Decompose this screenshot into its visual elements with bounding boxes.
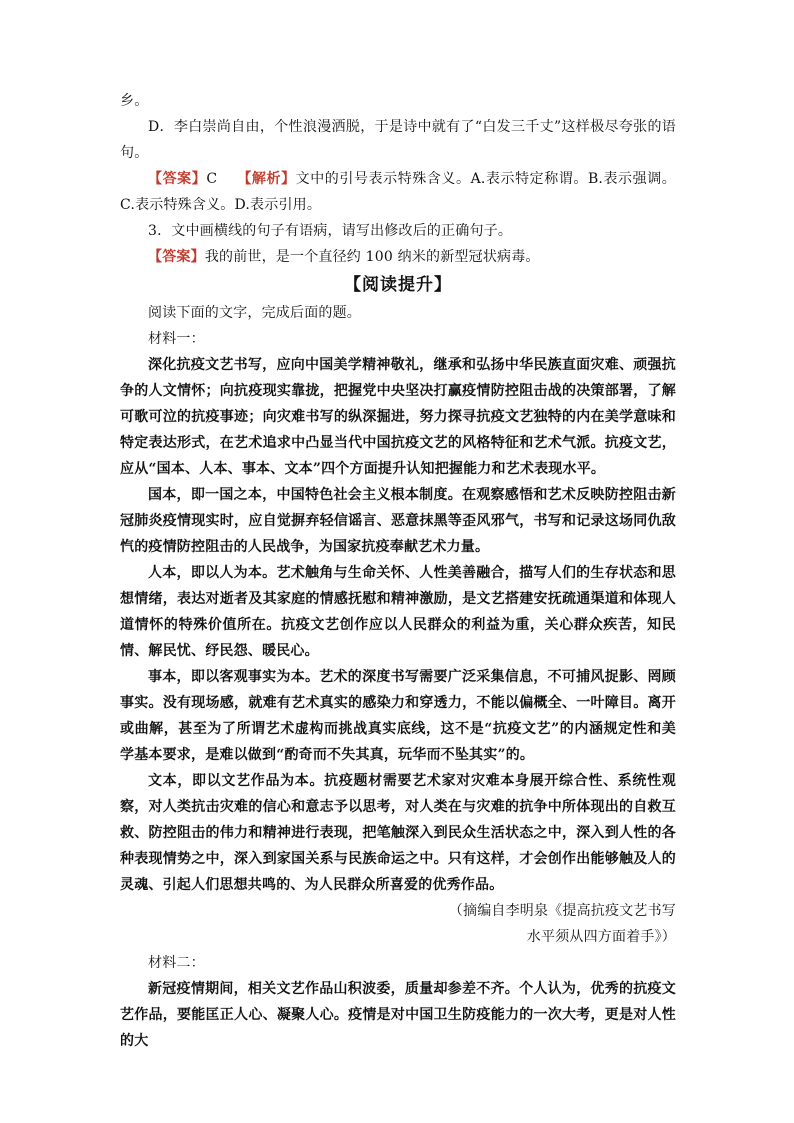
instruction: 阅读下面的文字，完成后面的题。 <box>148 305 361 321</box>
material-1-paragraph: 国本，即一国之本，中国特色社会主义根本制度。在观察感悟和艺术反映防控阻击新冠肺炎疫情现实时，应自觉摒弃轻信谣言、恶意抹黑等歪风邪气，书写和记录这场同仇敌忾的疫情防控阻击的人民战争，为国家抗疫奉献艺术力量。 <box>120 487 676 555</box>
material-1-label: 材料一： <box>148 331 205 347</box>
material-1-paragraph: 人本，即以人为本。艺术触角与生命关怀、人性美善融合，描写人们的生存状态和思想情绪，表达对逝者及其家庭的情感抚慰和精神激励，是文艺搭建安抚疏通渠道和体现人道情怀的特殊价值所在。抗疫文艺创作应以人民群众的利益为重，关心群众疾苦，知民情、解民忧、纾民怨、暖民心。 <box>120 565 676 659</box>
question-3: 3．文中画横线的句子有语病，请写出修改后的正确句子。 <box>148 223 513 239</box>
q3-answer <box>120 244 676 270</box>
answer-text: 我的前世，是一个直径约 100 纳米的新型冠状病毒。 <box>204 249 540 265</box>
source-citation-line2: 水平须从四方面着手》） <box>526 929 676 945</box>
q2-answer <box>120 166 676 218</box>
material-2-label: 材料二： <box>148 955 205 971</box>
answer-label: 【答案】 <box>148 249 205 265</box>
option-d: D．李白崇尚自由，个性浪漫洒脱，于是诗中就有了“白发三千丈”这样极尽夸张的语句。 <box>120 119 676 161</box>
source-citation-line1: （摘编自李明泉《提高抗疫文艺书写 <box>448 903 676 919</box>
analysis-label: 【解析】 <box>237 171 296 187</box>
document-page <box>120 88 676 1054</box>
material-1-paragraph: 深化抗疫文艺书写，应向中国美学精神敬礼，继承和弘扬中华民族直面灾难、顽强抗争的人文情怀；向抗疫现实靠拢，把握党中央坚决打赢疫情防控阻击战的决策部署，了解可歌可泣的抗疫事迹；向灾难书写的纵深掘进，努力探寻抗疫文艺独特的内在美学意味和特定表达形式，在艺术追求中凸显当代中国抗疫文艺的风格特征和艺术气派。抗疫文艺，应从“国本、人本、事本、文本”四个方面提升认知把握能力和艺术表现水平。 <box>120 357 676 477</box>
answer-value: C <box>206 171 218 187</box>
answer-label: 【答案】 <box>148 171 207 187</box>
material-1-paragraph: 文本，即以文艺作品为本。抗疫题材需要艺术家对灾难本身展开综合性、系统性观察，对人类抗击灾难的信心和意志予以思考，对人类在与灾难的抗争中所体现出的自救互救、防控阻击的伟力和精神进行表现，把笔触深入到民众生活状态之中，深入到人性的各种表现情势之中，深入到家国关系与民族命运之中。只有这样，才会创作出能够触及人的灵魂、引起人们思想共鸣的、为人民群众所喜爱的优秀作品。 <box>120 773 676 893</box>
analysis-text: 文中的引号表示特殊含义。A.表示特定称谓。B.表示强调。C.表示特殊含义。D.表示引用。 <box>120 171 676 213</box>
material-1-paragraph: 事本，即以客观事实为本。艺术的深度书写需要广泛采集信息，不可捕风捉影、罔顾事实。没有现场感，就难有艺术真实的感染力和穿透力，不能以偏概全、一叶障目。离开或曲解，甚至为了所谓艺术虚构而挑战真实底线，这不是“抗疫文艺”的内涵规定性和美学基本要求，是难以做到“酌奇而不失其真，玩华而不坠其实”的。 <box>120 669 676 763</box>
section-title: 【阅读提升】 <box>344 275 452 295</box>
text-line: 乡。 <box>120 93 149 109</box>
material-2-paragraph: 新冠疫情期间，相关文艺作品山积波委，质量却参差不齐。个人认为，优秀的抗疫文艺作品，要能匡正人心、凝聚人心。疫情是对中国卫生防疫能力的一次大考，更是对人性的大 <box>120 981 676 1049</box>
